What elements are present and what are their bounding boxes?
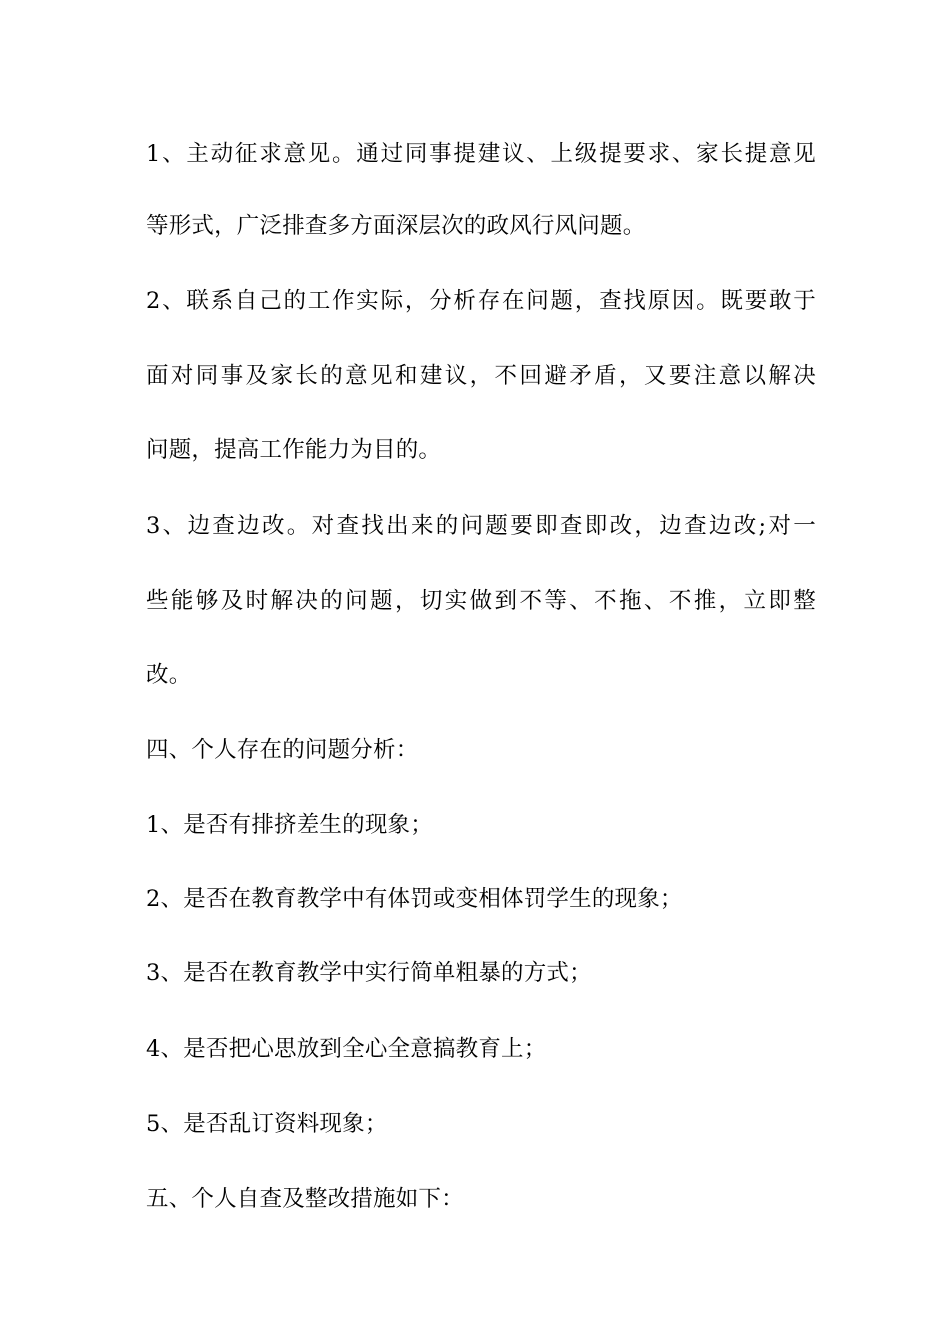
question-item-5: 5、是否乱订资料现象；	[146, 1111, 388, 1137]
paragraph-1-line-2: 等形式，广泛排查多方面深层次的政风行风问题。	[146, 213, 646, 239]
paragraph-1-line-1: 1、主动征求意见。通过同事提建议、上级提要求、家长提意见	[146, 141, 816, 167]
question-item-4: 4、是否把心思放到全心全意搞教育上；	[146, 1036, 547, 1062]
question-item-2: 2、是否在教育教学中有体罚或变相体罚学生的现象；	[146, 886, 683, 912]
paragraph-3-line-1: 3、边查边改。对查找出来的问题要即查即改，边查边改;对一	[146, 513, 816, 539]
paragraph-2-line-3: 问题，提高工作能力为目的。	[146, 437, 442, 463]
paragraph-3-line-2: 些能够及时解决的问题，切实做到不等、不拖、不推，立即整	[146, 588, 816, 614]
question-item-3: 3、是否在教育教学中实行简单粗暴的方式；	[146, 960, 592, 986]
section-heading-five: 五、个人自查及整改措施如下：	[146, 1186, 464, 1212]
paragraph-3-line-3: 改。	[146, 662, 192, 688]
paragraph-2-line-2: 面对同事及家长的意见和建议，不回避矛盾，又要注意以解决	[146, 363, 816, 389]
question-item-1: 1、是否有排挤差生的现象；	[146, 812, 433, 838]
section-heading-four: 四、个人存在的问题分析：	[146, 737, 419, 763]
paragraph-2-line-1: 2、联系自己的工作实际，分析存在问题，查找原因。既要敢于	[146, 288, 816, 314]
